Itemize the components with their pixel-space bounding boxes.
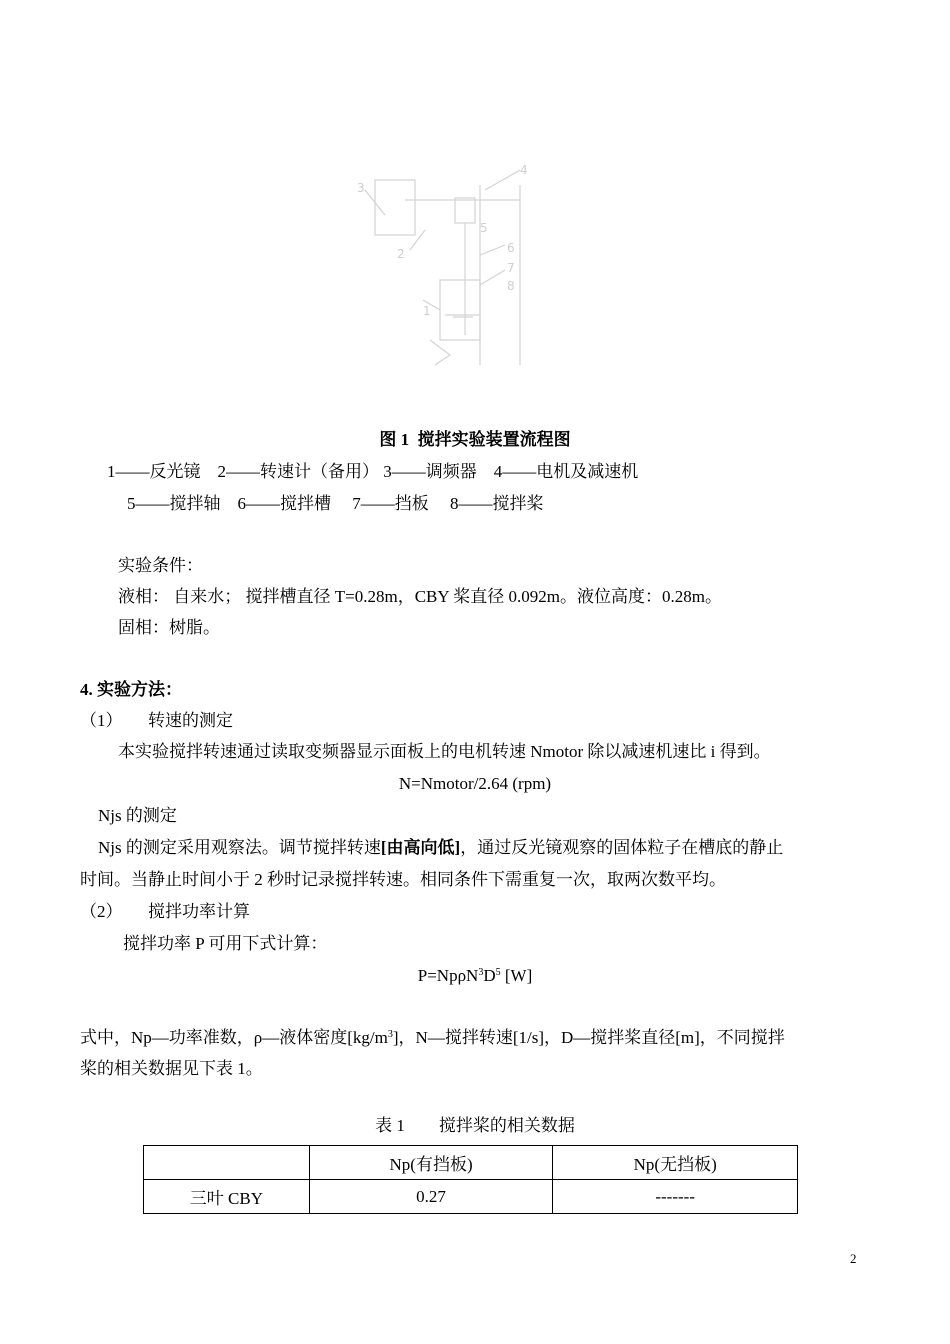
apparatus-diagram (345, 160, 545, 370)
njs-text-a: Njs 的测定采用观察法。调节搅拌转速 (98, 838, 381, 857)
explanation-a: 式中，Np—功率准数，ρ—液体密度[kg/m (80, 1028, 388, 1047)
subsection-2-title: 搅拌功率计算 (148, 902, 250, 921)
label-7: 7 (507, 261, 515, 275)
table-cell: ------- (553, 1180, 798, 1214)
subsection-1-title: 转速的测定 (148, 711, 233, 730)
tank (440, 280, 480, 340)
table-caption: 表 1 搅拌桨的相关数据 (375, 1116, 575, 1135)
table-header-cell: Np(有挡板) (309, 1146, 553, 1180)
label-4: 4 (520, 163, 528, 177)
label-5: 5 (480, 221, 488, 235)
label-3: 3 (357, 181, 365, 195)
njs-text-b: ，通过反光镜观察的固体粒子在槽底的静止 (460, 838, 784, 857)
figure-legend-line-2: 5——搅拌轴 6——搅拌槽 7——挡板 8——搅拌桨 (127, 494, 544, 513)
label-8: 8 (507, 279, 515, 293)
subsection-2-text: 搅拌功率 P 可用下式计算： (123, 934, 328, 953)
table-header-cell: Np(无挡板) (553, 1146, 798, 1180)
subsection-2-number: （2） (80, 902, 123, 921)
table-header-row (144, 1146, 798, 1180)
page-number: 2 (850, 1251, 857, 1266)
figure-caption-number: 图 1 (379, 430, 410, 449)
subsection-1-number: （1） (80, 711, 123, 730)
table-row (144, 1180, 798, 1214)
explanation-line-1 (80, 1026, 785, 1050)
explanation-exp: 3 (387, 1029, 393, 1040)
conditions-solid: 固相：树脂。 (118, 618, 220, 637)
label-2: 2 (397, 247, 405, 261)
table-cell: 0.27 (309, 1180, 553, 1214)
subsection-1-text: 本实验搅拌转速通过读取变频器显示面板上的电机转速 Nmotor 除以减速机速比 i 得到。 (118, 742, 771, 761)
label-6: 6 (507, 241, 515, 255)
njs-title: Njs 的测定 (98, 806, 177, 825)
figure-caption-text: 搅拌实验装置流程图 (417, 430, 571, 449)
njs-paragraph-line-2: 时间。当静止时间小于 2 秒时记录搅拌转速。相同条件下需重复一次，取两次数平均。 (80, 870, 726, 889)
conditions-heading: 实验条件： (118, 556, 203, 575)
njs-paragraph-line-1 (98, 836, 783, 860)
power-formula-a: P=NpρN (417, 966, 479, 985)
conditions-liquid: 液相： 自来水； 搅拌槽直径 T=0.28m，CBY 桨直径 0.092m。液位高度：0.28m。 (118, 587, 722, 606)
explanation-b: ]，N—搅拌转速[1/s]，D—搅拌桨直径[m]，不同搅拌 (392, 1028, 785, 1047)
speed-formula: N=Nmotor/2.64 (rpm) (398, 774, 552, 793)
power-formula-exp-3: 3 (478, 967, 484, 978)
table-header-cell (144, 1146, 310, 1180)
power-formula-b: D (483, 966, 496, 985)
label-1: 1 (423, 304, 431, 318)
motor (455, 198, 475, 223)
explanation-line-2: 桨的相关数据见下表 1。 (80, 1059, 263, 1078)
mirror (430, 340, 450, 365)
power-formula-unit: [W] (500, 966, 533, 985)
table-cell: 三叶 CBY (144, 1180, 310, 1214)
power-formula-exp-5: 5 (495, 967, 501, 978)
njs-text-bold: [由高向低] (380, 838, 461, 857)
figure-legend-line-1: 1——反光镜 2——转速计（备用） 3——调频器 4——电机及减速机 (107, 462, 639, 481)
data-table (143, 1145, 798, 1214)
section-heading: 4. 实验方法： (80, 680, 182, 699)
power-formula (0, 964, 950, 988)
frame (375, 180, 415, 235)
figure-caption (0, 428, 950, 452)
